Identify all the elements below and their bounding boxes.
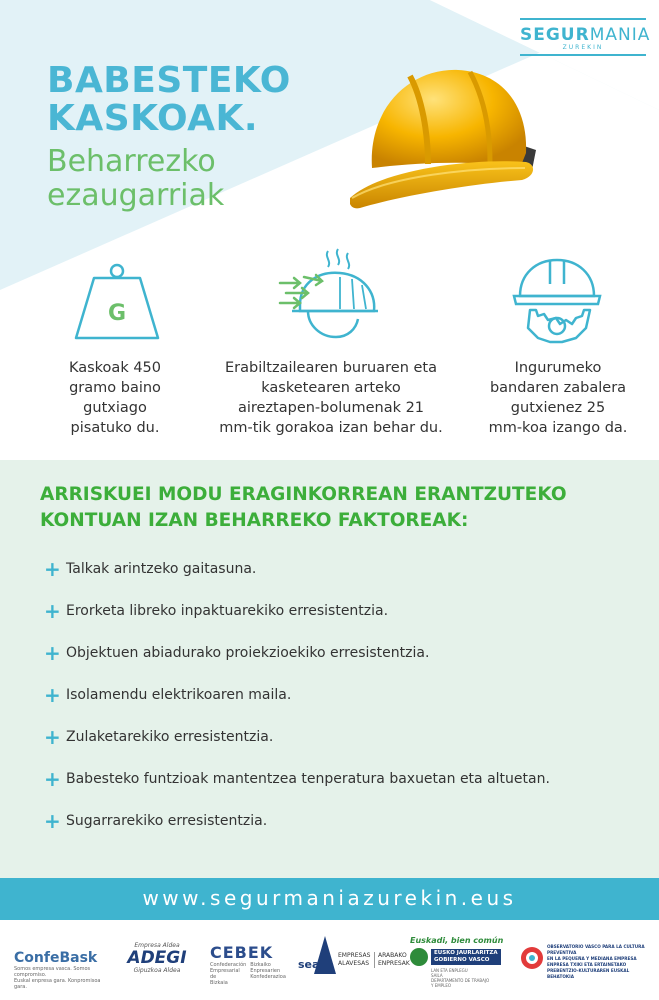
weight-icon — [72, 262, 162, 342]
feature-line: Kaskoak 450 — [68, 360, 161, 376]
gv-slogan: Euskadi, bien común — [410, 936, 504, 945]
page-subtitle — [47, 145, 224, 213]
feature-line: aireztapen-bolumenak 21 — [237, 400, 425, 416]
feature-line: kasketearen arteko — [261, 380, 401, 396]
factor-text: Babesteko funtzioak mantentzea tenperatura baxuetan eta altuetan. — [66, 771, 550, 787]
factors-heading — [40, 482, 650, 534]
factor-text: Erorketa libreko inpaktuarekiko erresistentzia. — [66, 603, 389, 619]
confebask-logo — [14, 950, 114, 990]
factor-item — [44, 683, 292, 707]
observatorio-line: PREBENTZIO-KULTURAREN EUSKAL BEHATOKIA — [547, 968, 630, 979]
title-line-1: BABESTEKO — [47, 60, 291, 101]
cebek-name: CEBEK — [210, 943, 274, 962]
observatorio-line: ENPRESA TXIKI ETA ERTAINETAKO — [547, 962, 627, 967]
confebask-tag-1: Somos empresa vasca. Somos compromiso. — [14, 966, 91, 978]
cebek-desc: Bizkaia — [210, 980, 228, 986]
plus-icon: + — [44, 599, 61, 623]
feature-band-width-text — [478, 358, 638, 438]
factor-item — [44, 767, 550, 791]
page-title — [47, 62, 291, 138]
gv-dept: SAILA — [431, 973, 443, 978]
cebek-desc: Konfederazioa — [250, 974, 286, 980]
factors-heading-line-1: ARRISKUEI MODU ERAGINKORREAN ERANTZUTEKO — [40, 484, 567, 505]
gv-dept: LAN ETA ENPLEGU — [431, 968, 468, 973]
sea-line: ARABAKO — [378, 952, 407, 959]
observatorio-emblem-icon — [520, 946, 544, 970]
adegi-bottom: Gipuzkoa Aldea — [133, 967, 181, 974]
sea-line: ALAVESAS — [338, 960, 370, 967]
observatorio-line: OBSERVATORIO VASCO PARA LA CULTURA PREVENTIVA — [547, 944, 645, 955]
title-line-2: KASKOAK. — [47, 98, 259, 139]
factor-item — [44, 599, 389, 623]
feature-line: pisatuko du. — [70, 420, 160, 436]
factor-item — [44, 725, 274, 749]
factors-heading-line-2: KONTUAN IZAN BEHARREKO FAKTOREAK: — [40, 510, 469, 531]
factor-text: Sugarrarekiko erresistentzia. — [66, 813, 268, 829]
feature-line: Ingurumeko — [514, 360, 602, 376]
ventilated-helmet-icon — [278, 247, 383, 342]
feature-line: mm-koa izango da. — [488, 420, 628, 436]
factor-text: Talkak arintzeko gaitasuna. — [66, 561, 257, 577]
segurmania-logo — [520, 18, 651, 56]
gv-line: GOBIERNO VASCO — [434, 957, 490, 963]
feature-line: gutxienez 25 — [510, 400, 606, 416]
feature-line: gramo baino — [69, 380, 161, 396]
adegi-top: Empresa Aldea — [134, 942, 180, 949]
factor-text: Isolamendu elektrikoaren maila. — [66, 687, 292, 703]
gobierno-vasco-logo — [410, 936, 510, 988]
gv-dept: DEPARTAMENTO DE TRABAJO — [431, 978, 490, 983]
factor-text: Objektuen abiadurako proiekzioekiko erresistentzia. — [66, 645, 430, 661]
adegi-logo — [122, 942, 192, 974]
plus-icon: + — [44, 641, 61, 665]
cebek-desc: Enpresarien — [250, 968, 281, 974]
sea-line: EMPRESAS — [338, 952, 371, 959]
sea-mark: sea — [298, 958, 320, 971]
subtitle-line-2: ezaugarriak — [47, 178, 225, 213]
plus-icon: + — [44, 767, 61, 791]
factor-item — [44, 557, 257, 581]
feature-line: Erabiltzailearen buruaren eta — [225, 360, 437, 376]
feature-ventilation-text — [196, 358, 466, 438]
plus-icon: + — [44, 725, 61, 749]
helmet-gear-icon — [512, 254, 602, 344]
weight-icon-letter: G — [107, 301, 127, 326]
factor-item — [44, 809, 268, 833]
plus-icon: + — [44, 683, 61, 707]
sea-line: ENPRESAK — [378, 960, 410, 967]
factor-item — [44, 641, 430, 665]
feature-line: gutxiago — [83, 400, 147, 416]
gv-line: EUSKO JAURLARITZA — [434, 950, 498, 956]
plus-icon: + — [44, 809, 61, 833]
cebek-desc: Confederación — [210, 962, 247, 968]
gv-emblem-icon — [410, 948, 428, 966]
confebask-tag-2: Euskal enpresa gara. Konpromisoa gara. — [14, 978, 101, 990]
logo-name-light: MANIA — [589, 25, 651, 45]
feature-weight-text — [40, 358, 190, 438]
confebask-name: ConfeBask — [14, 950, 98, 966]
gv-dept: Y EMPLEO — [431, 983, 452, 988]
feature-line: bandaren zabalera — [489, 380, 627, 396]
logo-tagline: ZUREKIN — [562, 44, 604, 51]
factor-text: Zulaketarekiko erresistentzia. — [66, 729, 274, 745]
observatorio-line: EN LA PEQUEÑA Y MEDIANA EMPRESA — [547, 956, 637, 961]
adegi-name: ADEGI — [127, 948, 187, 968]
cebek-desc: Empresarial de — [210, 968, 240, 980]
feature-line: mm-tik gorakoa izan behar du. — [219, 420, 443, 436]
cebek-logo — [210, 943, 286, 986]
website-link[interactable]: www.segurmaniazurekin.eus — [142, 886, 517, 910]
plus-icon: + — [44, 557, 61, 581]
hard-hat-illustration — [350, 58, 545, 218]
logo-name-bold: SEGUR — [520, 25, 590, 45]
subtitle-line-1: Beharrezko — [47, 144, 216, 179]
cebek-desc: Bizkaiko — [250, 962, 271, 968]
